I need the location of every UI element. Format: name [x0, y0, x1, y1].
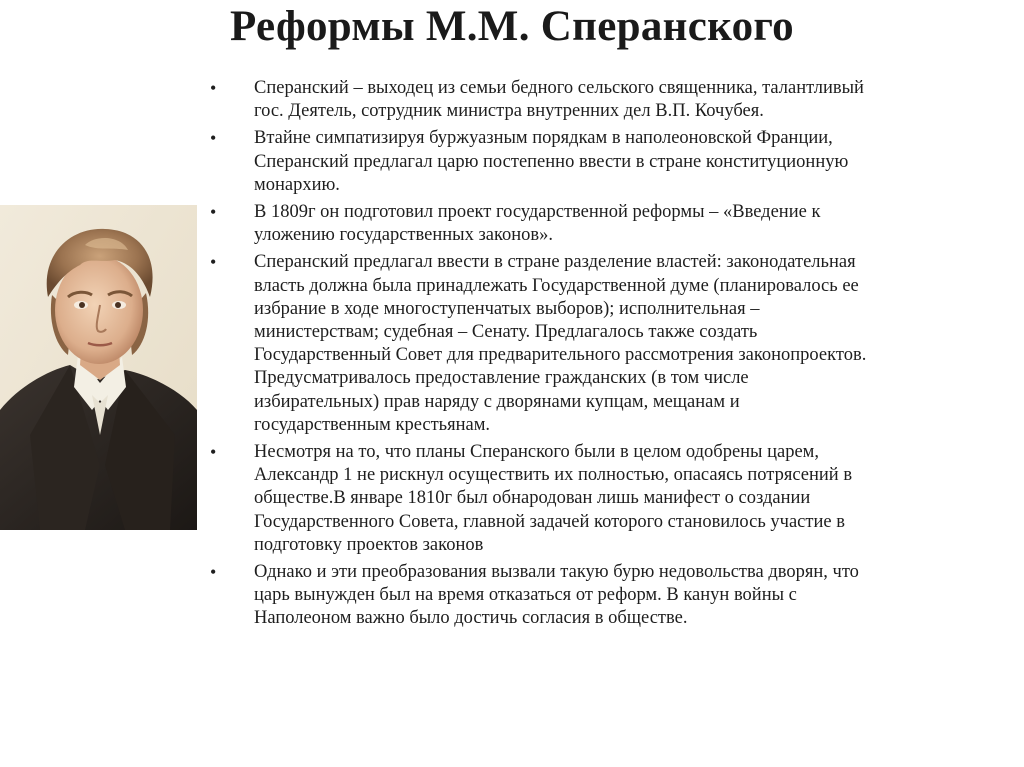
- bullet-line: власть должна была принадлежать Государственной думе (планировалось ее: [254, 275, 859, 296]
- bullet-item: [210, 127, 1010, 197]
- bullet-line: Государственный Совет для предварительного рассмотрения законопроектов.: [254, 345, 867, 366]
- bullet-line: Государственного Совета, главной задачей которого становилось участие в: [254, 511, 845, 532]
- bullet-item: [210, 77, 1010, 123]
- bullet-line: подготовку проектов законов: [254, 534, 484, 555]
- bullet-line: Сперанский – выходец из семьи бедного сельского священника, талантливый: [254, 78, 864, 98]
- bullet-marker: •: [210, 252, 217, 273]
- bullet-line: Несмотря на то, что планы Сперанского были в целом одобрены царем,: [254, 442, 820, 463]
- bullet-line: Предусматривалось предоставление гражданских (в том числе: [254, 368, 749, 389]
- bullet-line: избирательных) прав наряду с дворянами купцам, мещанам и: [254, 391, 740, 412]
- slide-title: Реформы М.М. Сперанского: [230, 3, 794, 50]
- bullet-marker: •: [210, 562, 217, 583]
- bullet-line: избрание в ходе многоступенчатых выборов); исполнительная –: [254, 298, 760, 319]
- bullet-line: В 1809г он подготовил проект государственной реформы – «Введение к: [254, 202, 821, 223]
- bullet-line: Александр 1 не рискнул осуществить их полностью, опасаясь потрясений в: [254, 465, 853, 486]
- bullet-line: Однако и эти преобразования вызвали такую бурю недовольства дворян, что: [254, 562, 859, 583]
- bullet-item: [210, 251, 1010, 437]
- bullet-line: Сперанский предлагал ввести в стране разделение властей: законодательная: [254, 252, 856, 273]
- bullet-line: гос. Деятель, сотрудник министра внутренних дел В.П. Кочубея.: [254, 101, 764, 122]
- bullet-marker: •: [210, 202, 217, 223]
- bullet-marker: •: [210, 78, 217, 98]
- bullet-line: Втайне симпатизируя буржуазным порядкам в наполеоновской Франции,: [254, 128, 833, 149]
- bullet-line: уложению государственных законов».: [254, 225, 554, 246]
- bullet-line: монархию.: [254, 174, 340, 195]
- bullet-marker: •: [210, 442, 217, 463]
- bullet-item: [210, 441, 1010, 557]
- bullet-item: [210, 561, 1010, 631]
- bullet-list: [210, 77, 1010, 635]
- bullet-marker: •: [210, 128, 217, 149]
- bullet-line: министерствам; судебная – Сенату. Предлагалось также создать: [254, 322, 758, 343]
- bullet-line: Сперанский предлагал царю постепенно ввести в стране конституционную: [254, 151, 849, 172]
- bullet-line: государственным крестьянам.: [254, 414, 491, 435]
- bullet-line: Наполеоном важно было достичь согласия в обществе.: [254, 608, 688, 629]
- bullet-line: обществе.В январе 1810г был обнародован лишь манифест о создании: [254, 488, 811, 509]
- portrait-image: [0, 205, 197, 530]
- bullet-line: царь вынужден был на время отказаться от реформ. В канун войны с: [254, 585, 797, 606]
- bullet-item: [210, 201, 1010, 247]
